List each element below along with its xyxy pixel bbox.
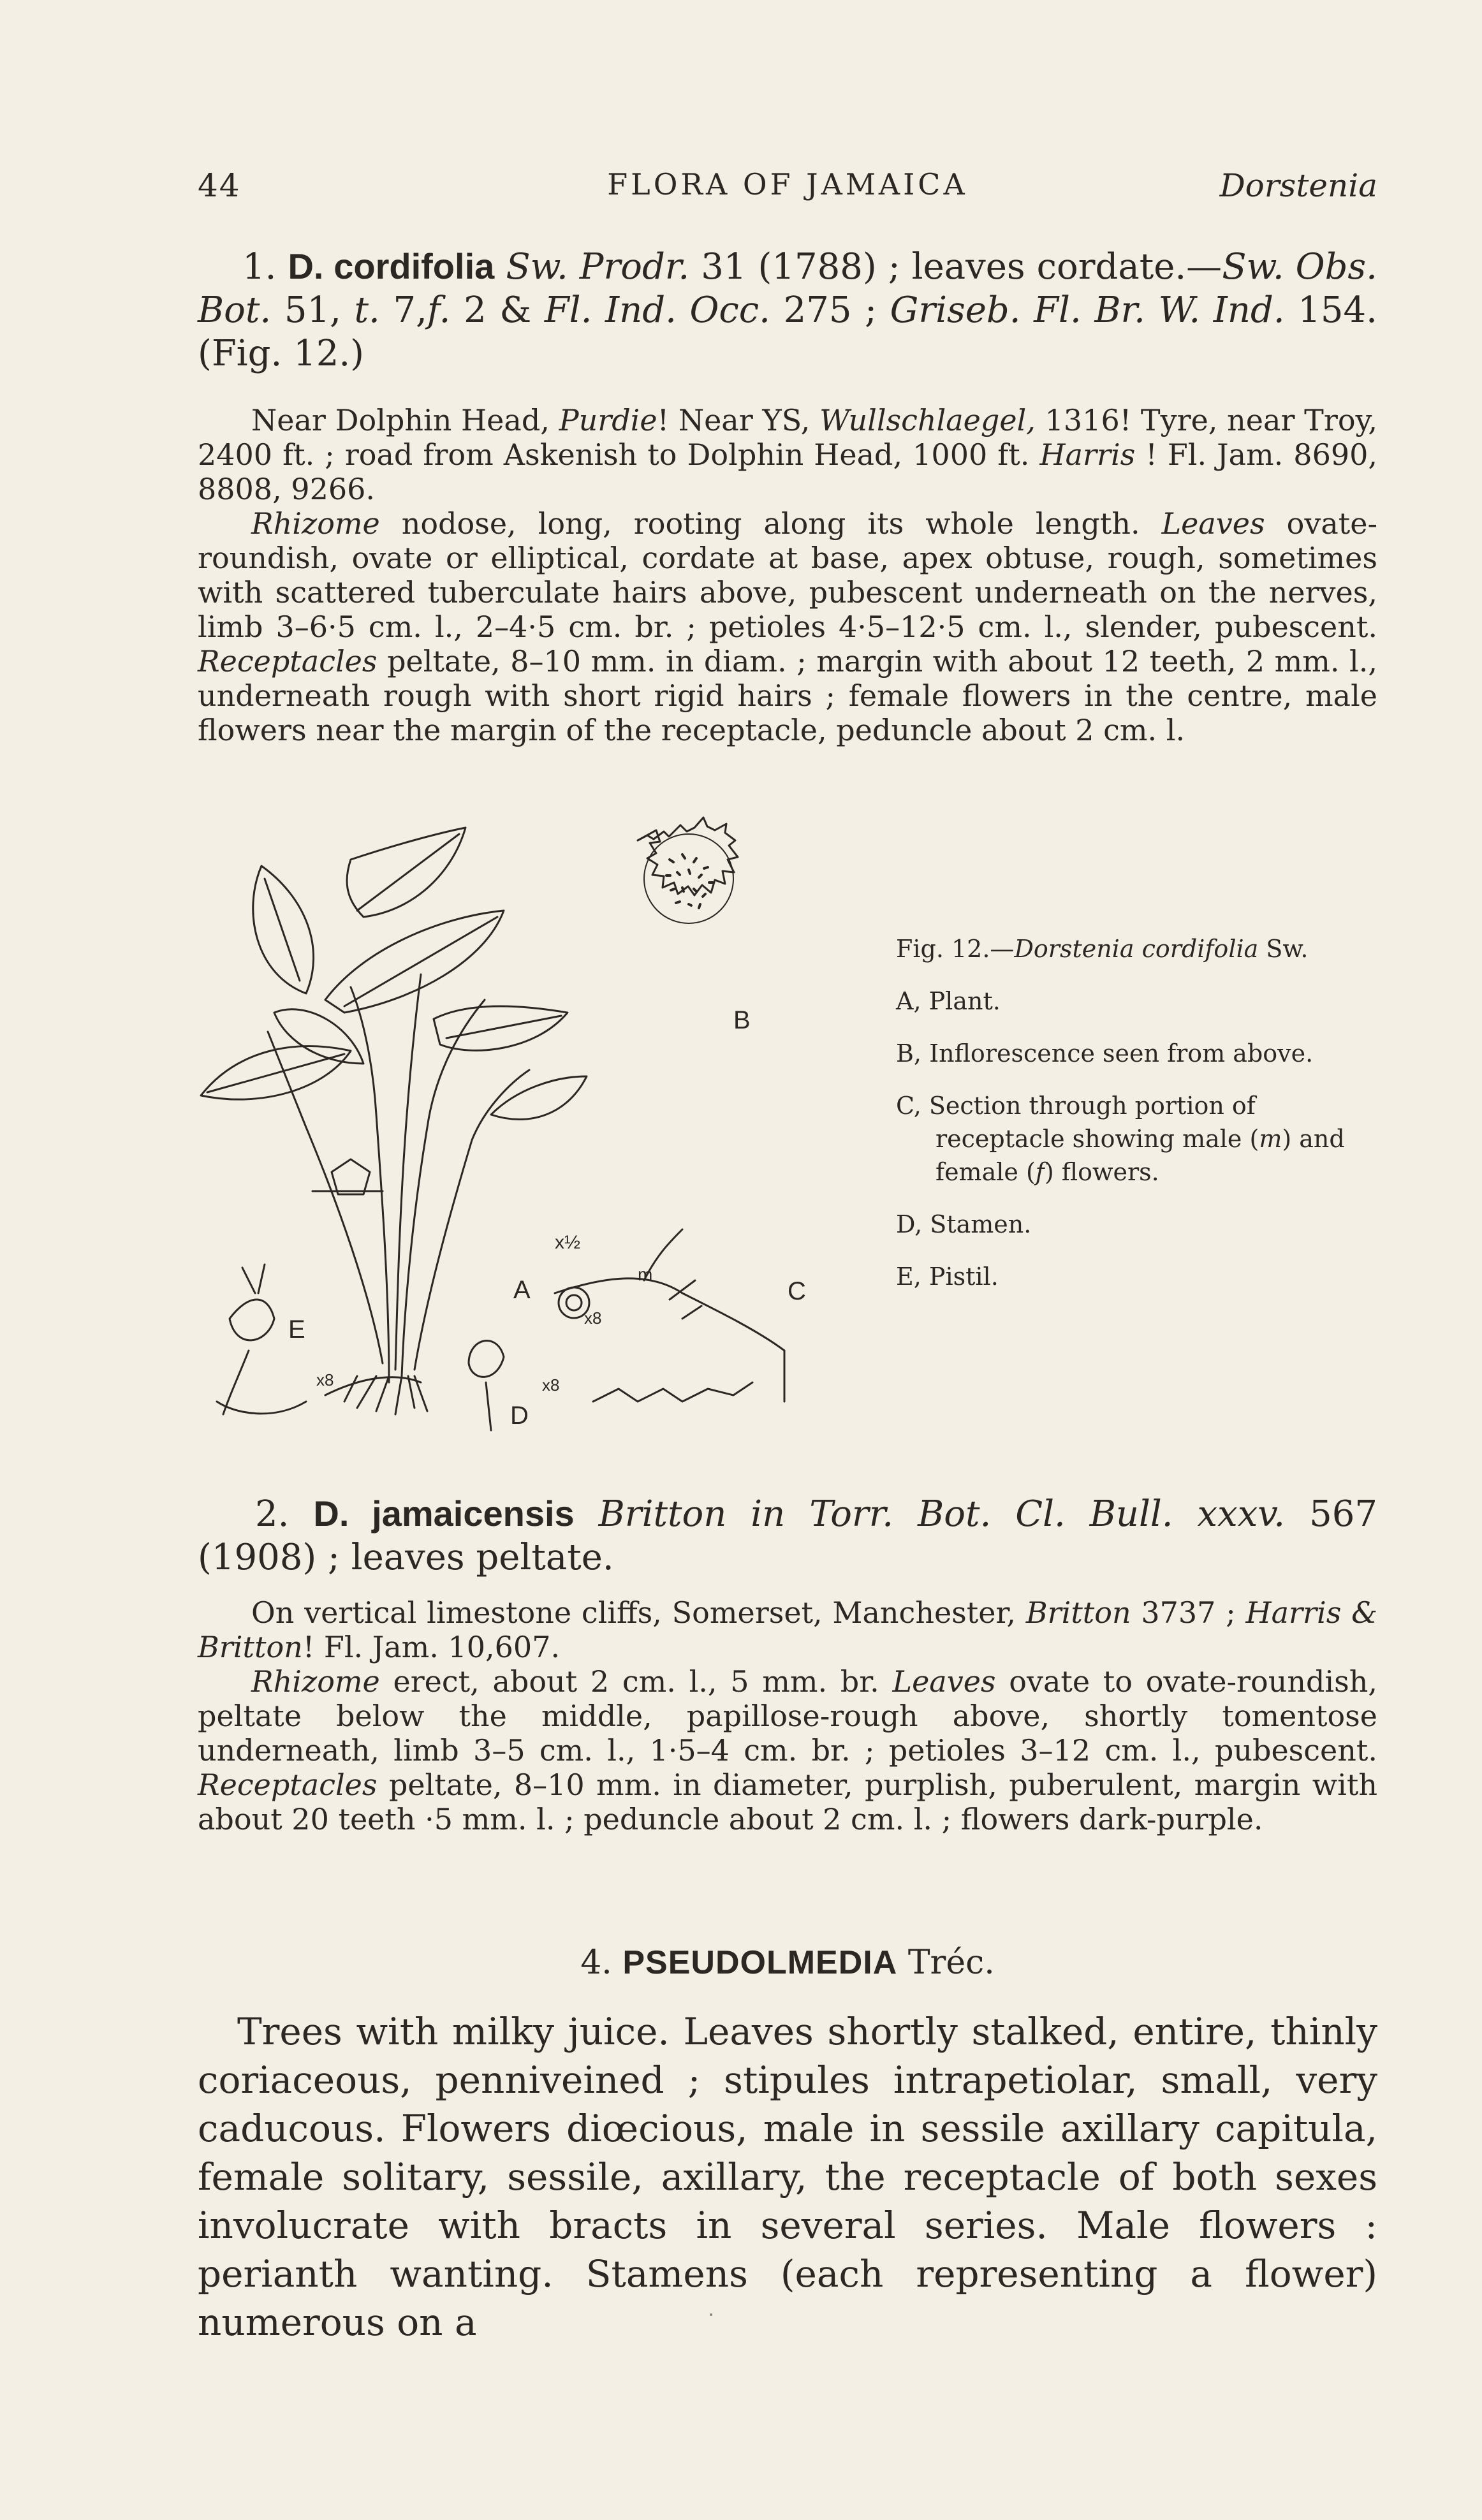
organ-term: Receptacles: [198, 1768, 378, 1802]
description-text: peltate, 8–10 mm. in diameter, purplish, puberulent, margin with about 20 teeth ·5 mm. l. ; peduncle about 2 cm. l. ; flowers dark-purple.: [198, 1768, 1377, 1836]
caption-text: C, Section through portion of receptacle showing male (: [896, 1092, 1259, 1153]
organ-term: Receptacles: [198, 644, 378, 678]
scale-x8-e: x8: [316, 1370, 334, 1389]
caption-text: Sw.: [1266, 935, 1309, 963]
running-header: [198, 167, 1377, 212]
ref-text: 2 &: [464, 289, 532, 331]
figure-label-c: C: [788, 1277, 806, 1305]
species-2-heading: [198, 1492, 1377, 1579]
organ-term: Leaves: [892, 1664, 996, 1699]
collector: Purdie: [559, 403, 657, 437]
figure-label-a: A: [513, 1276, 531, 1304]
collector: Wullschlaegel,: [819, 403, 1036, 437]
description-text: ovate to ovate-roundish, peltate below the middle, papillose-rough above, shortly tomentose underneath, limb 3–5 cm. l., 1·5–4 cm. br. ; petioles 3–12 cm. l., pubescent.: [198, 1664, 1377, 1768]
organ-term: Rhizome: [251, 506, 380, 541]
ref-text: 275 ;: [783, 289, 877, 331]
genus-4-heading: [198, 1944, 1377, 1982]
flower-detail-drawing: [312, 1159, 383, 1194]
running-title: FLORA OF JAMAICA: [607, 167, 968, 201]
caption-item-d: D, Stamen.: [896, 1210, 1032, 1238]
collector: Harris & Britton: [198, 1595, 1378, 1664]
caption-title: [896, 932, 1381, 965]
figure-12-illustration: [198, 809, 835, 1440]
ref-text: Griseb. Fl. Br. W. Ind.: [890, 289, 1285, 331]
ref-text: 7,: [393, 289, 427, 331]
locality-text: Near Dolphin Head,: [251, 403, 550, 437]
caption-text: Fig. 12.—: [896, 935, 1015, 963]
genus-name: PSEUDOLMEDIA: [622, 1944, 898, 1981]
ref-text: Fl. Ind. Occ.: [544, 289, 770, 331]
locality-text: 1316! Tyre, near Troy, 2400 ft. ; road from Askenish to Dolphin Head, 1000 ft.: [198, 403, 1378, 472]
ref-text: Torr. Bot. Cl. Bull. xxxv.: [809, 1493, 1286, 1535]
description-text: erect, about 2 cm. l., 5 mm. br.: [393, 1664, 879, 1699]
figure-label-e: E: [288, 1315, 305, 1344]
figure-label-d: D: [510, 1402, 529, 1430]
organ-term: Leaves: [1161, 506, 1265, 541]
genus-number: 4.: [580, 1944, 612, 1982]
species-2-description: [198, 1664, 1377, 1836]
ref-text: in: [751, 1493, 786, 1535]
caption-text: ) and female (: [935, 1125, 1345, 1186]
species-1-heading: [198, 245, 1377, 376]
caption-item-b: B, Inflorescence seen from above.: [896, 1039, 1314, 1067]
ref-text: t.: [354, 289, 380, 331]
species-2-number: 2.: [255, 1493, 290, 1535]
species-1-localities: [198, 403, 1377, 506]
ref-text: 51,: [284, 289, 341, 331]
collector: Britton: [1025, 1595, 1131, 1630]
caption-text: f: [1035, 1158, 1045, 1186]
species-1-name: D. cordifolia: [288, 246, 495, 286]
organ-term: Rhizome: [251, 1664, 380, 1699]
species-2-pub: 567 (1908) ; leaves peltate.: [198, 1493, 1377, 1578]
inflorescence-b-drawing: [638, 817, 738, 923]
caption-text: m: [1259, 1125, 1282, 1153]
species-1-description: [198, 506, 1377, 747]
ref-text: 154. (Fig. 12.): [198, 289, 1377, 374]
figure-caption: [896, 932, 1381, 1312]
figure-label-b: B: [733, 1006, 751, 1034]
caption-species: Dorstenia cordifolia: [1014, 935, 1259, 963]
caption-item-c: [896, 1089, 1381, 1189]
species-2-localities: [198, 1595, 1377, 1664]
running-genus: Dorstenia: [1219, 167, 1377, 204]
genus-authority: Tréc.: [907, 1944, 995, 1982]
page-number: 44: [198, 167, 241, 204]
description-text: peltate, 8–10 mm. in diam. ; margin with about 12 teeth, 2 mm. l., underneath rough with short rigid hairs ; female flowers in the centre, male flowers near the margin of the receptacle, peduncle about 2 cm. l.: [198, 644, 1378, 747]
locality-text: 3737 ;: [1141, 1595, 1236, 1630]
species-1-pub: 31 (1788) ; leaves cordate.—: [701, 246, 1222, 288]
plant-a-drawing: [201, 828, 587, 1414]
caption-text: ) flowers.: [1044, 1158, 1159, 1186]
caption-item-a: A, Plant.: [896, 987, 1001, 1015]
scale-half: x½: [555, 1232, 581, 1253]
figure-label-m: m: [638, 1264, 653, 1284]
ref-text: f.: [427, 289, 451, 331]
species-1-number: 1.: [242, 246, 277, 288]
species-1-authority: Sw. Prodr.: [506, 246, 690, 288]
species-1-ref: Sw. Obs. Bot.: [198, 246, 1377, 331]
page-mark: [710, 2313, 712, 2316]
caption-item-e: E, Pistil.: [896, 1263, 999, 1291]
scale-x8-c: x8: [584, 1308, 602, 1328]
locality-text: ! Fl. Jam. 8690, 8808, 9266.: [198, 437, 1378, 506]
species-2-name: D. jamaicensis: [313, 1493, 575, 1534]
description-text: ovate-roundish, ovate or elliptical, cordate at base, apex obtuse, rough, sometimes with scattered tuberculate hairs above, pubescent underneath on the nerves, limb 3–6·5 cm. l., 2–4·5 cm. br. ; petioles 4·5–12·5 cm. l., slender, pubescent.: [198, 506, 1377, 644]
locality-text: ! Fl. Jam. 10,607.: [302, 1630, 561, 1664]
description-text: nodose, long, rooting along its whole length.: [401, 506, 1140, 541]
locality-text: ! Near YS,: [657, 403, 811, 437]
scale-x8-d: x8: [542, 1375, 560, 1395]
stamen-d-drawing: [469, 1341, 504, 1430]
species-2-authority: Britton: [598, 1493, 727, 1535]
genus-4-description: Trees with milky juice. Leaves shortly stalked, entire, thinly coriaceous, penniveined ; stipules intrapetiolar, small, very caducous. Flowers diœcious, male in sessile axillary capitula, female solitary, sessile, axillary, the receptacle of both sexes involucrate with bracts in several series. Male flowers : perianth wanting. Stamens (each representing a flower) numerous on a: [198, 2010, 1377, 2344]
locality-text: On vertical limestone cliffs, Somerset, Manchester,: [251, 1595, 1016, 1630]
collector: Harris: [1039, 437, 1136, 472]
